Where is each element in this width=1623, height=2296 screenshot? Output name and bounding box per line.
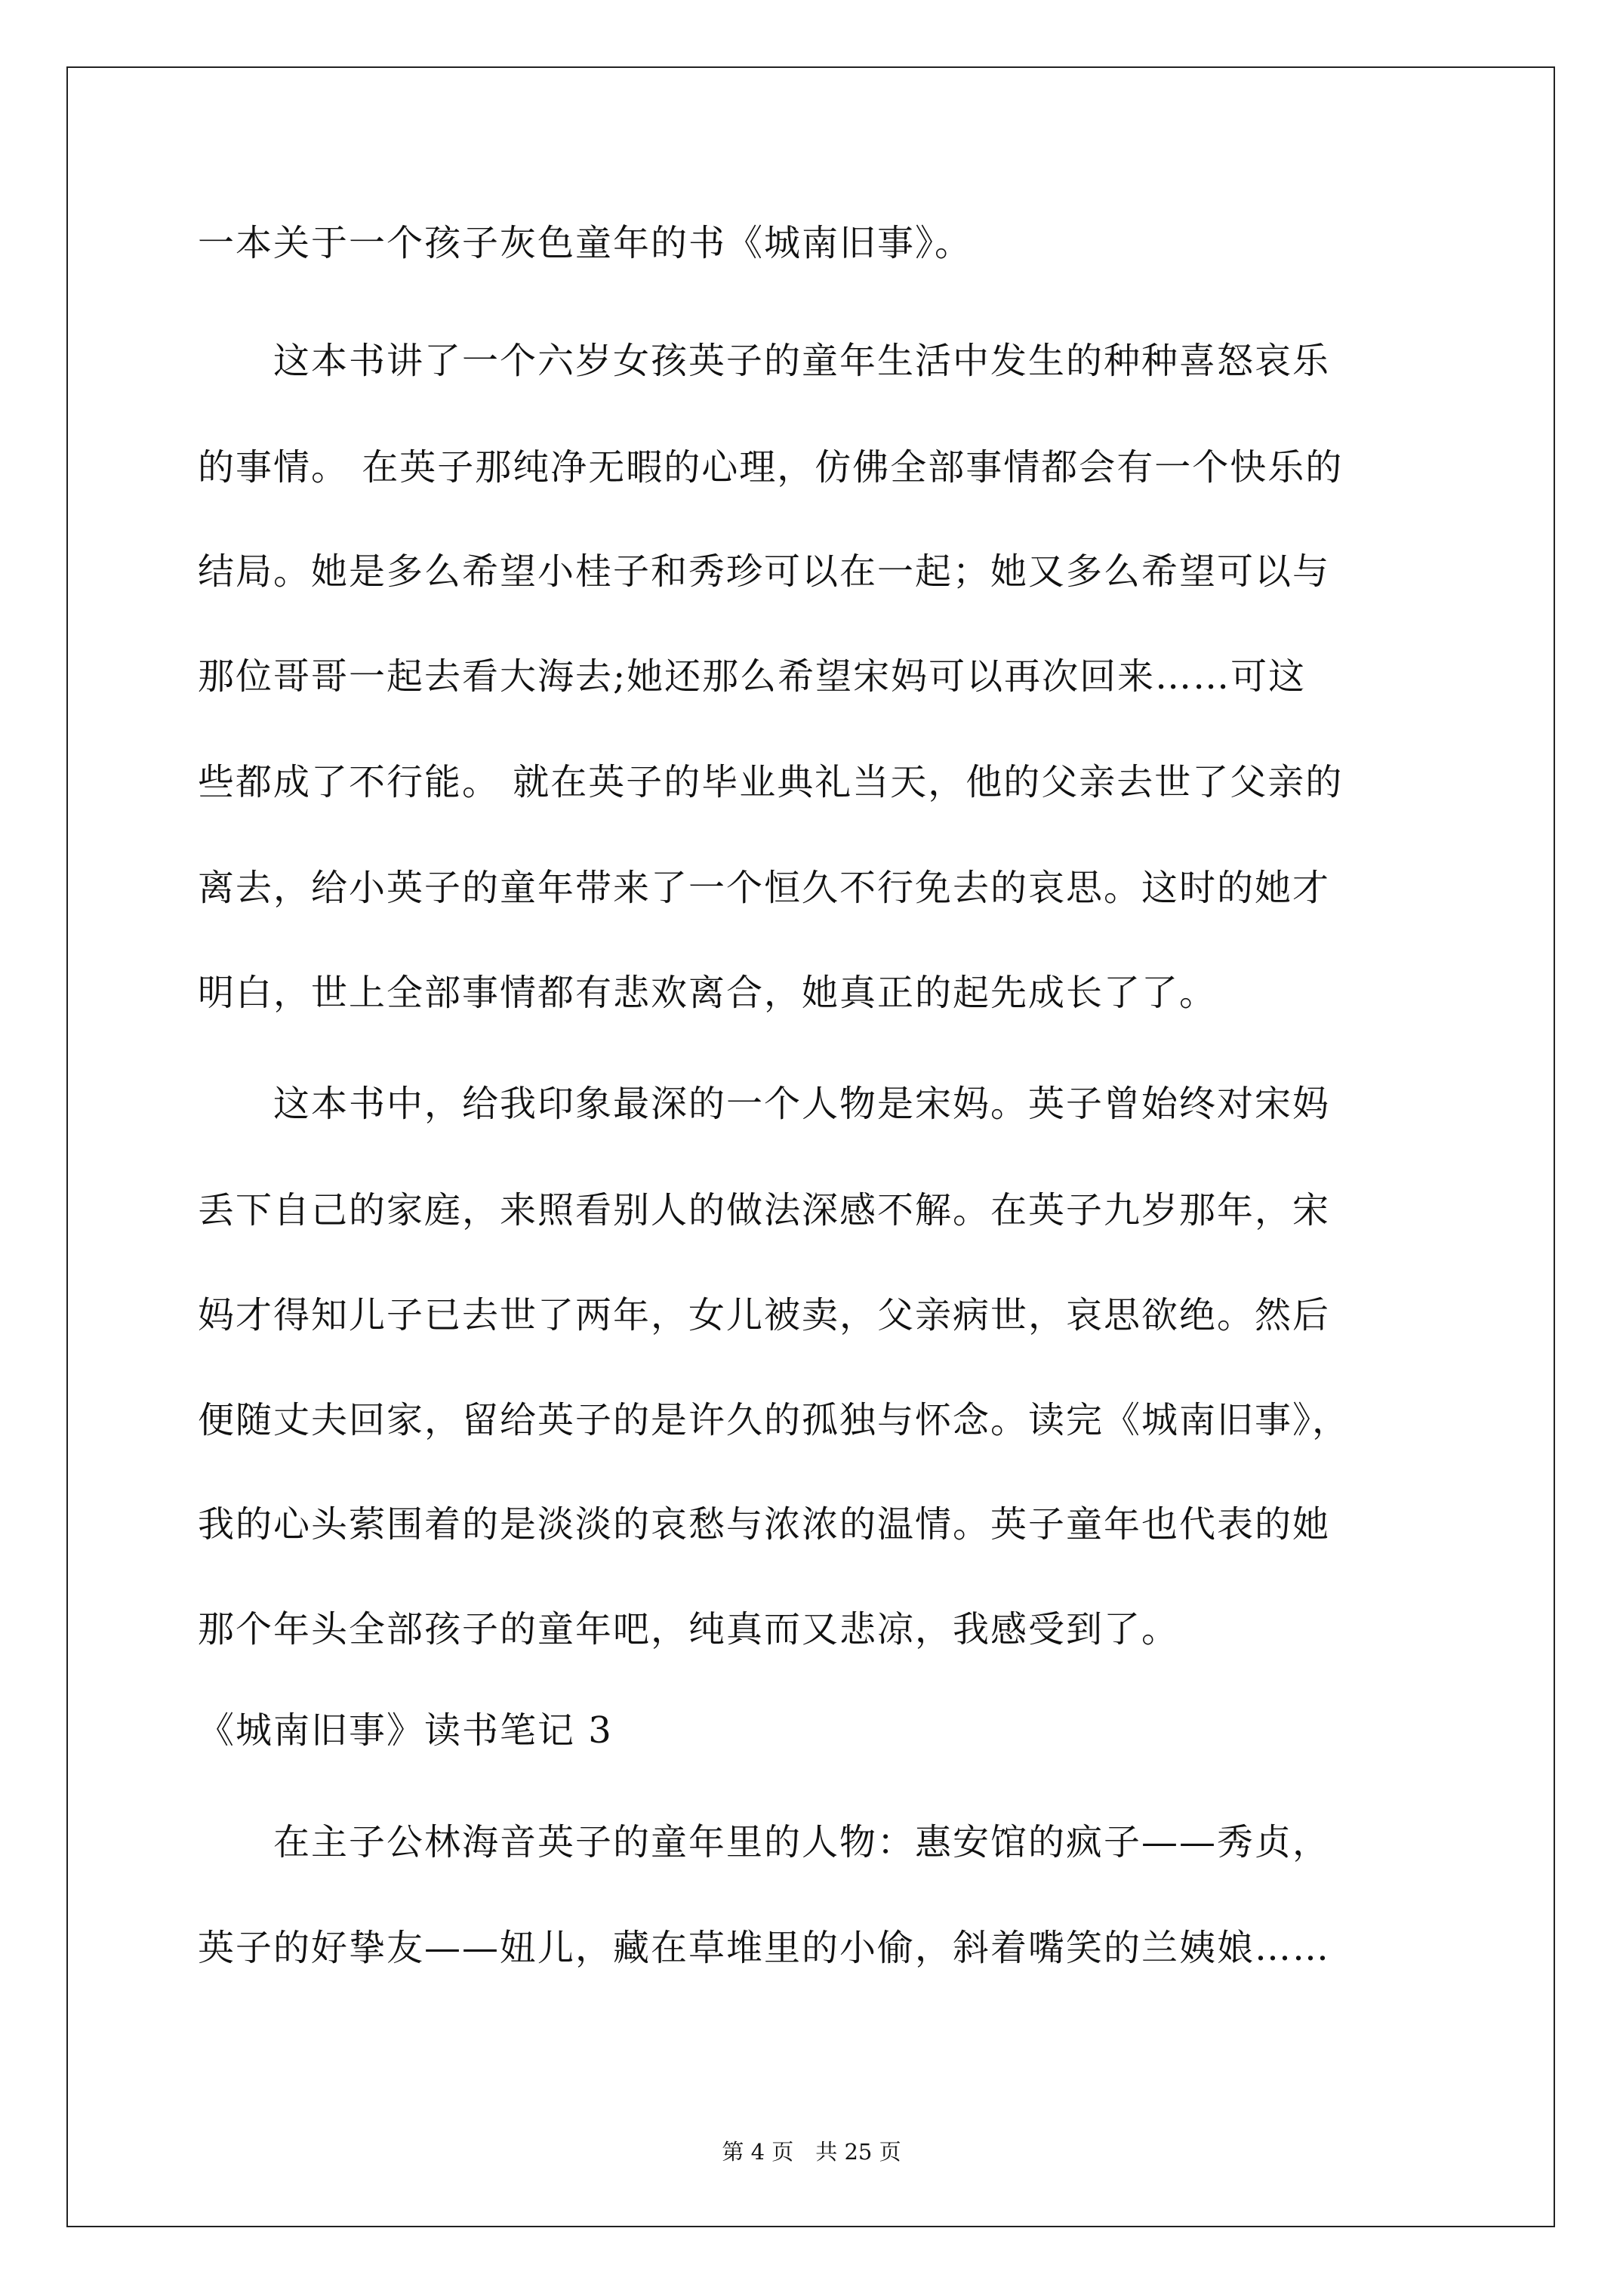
text-line: 明白，世上全部事情都有悲欢离合，她真正的起先成长了了。 — [198, 972, 1218, 1014]
text-line: 那位哥哥一起去看大海去;她还那么希望宋妈可以再次回来……可这 — [198, 655, 1307, 698]
page-border — [66, 66, 1555, 2227]
text-line: 那个年头全部孩子的童年吧，纯真而又悲凉，我感受到了。 — [198, 1608, 1180, 1650]
text-line: 在主子公林海音英子的童年里的人物：惠安馆的疯子——秀贞， — [198, 1821, 1331, 1863]
text-line: 英子的好挚友——妞儿，藏在草堆里的小偷，斜着嘴笑的兰姨娘…… — [198, 1927, 1331, 1969]
text-line: 妈才得知儿子已去世了两年，女儿被卖，父亲病世，哀思欲绝。然后 — [198, 1294, 1331, 1336]
text-line: 离去，给小英子的童年带来了一个恒久不行免去的哀思。这时的她才 — [198, 867, 1331, 909]
text-line: 这本书讲了一个六岁女孩英子的童年生活中发生的种种喜怒哀乐 — [198, 340, 1331, 382]
text-line: 些都成了不行能。 就在英子的毕业典礼当天，他的父亲去世了父亲的 — [198, 761, 1344, 803]
text-line: 这本书中，给我印象最深的一个人物是宋妈。英子曾始终对宋妈 — [198, 1083, 1331, 1125]
text-line: 的事情。 在英子那纯净无暇的心理，仿佛全部事情都会有一个快乐的 — [198, 446, 1344, 488]
page-number-footer: 第 4 页 共 25 页 — [722, 2139, 901, 2165]
text-line: 结局。她是多么希望小桂子和秀珍可以在一起；她又多么希望可以与 — [198, 550, 1331, 593]
text-line: 丢下自己的家庭，来照看别人的做法深感不解。在英子九岁那年，宋 — [198, 1189, 1331, 1231]
text-line: 一本关于一个孩子灰色童年的书《城南旧事》。 — [198, 222, 973, 264]
section-heading: 《城南旧事》读书笔记 3 — [198, 1709, 613, 1752]
text-line: 便随丈夫回家，留给英子的是许久的孤独与怀念。读完《城南旧事》， — [198, 1399, 1350, 1441]
text-line: 我的心头萦围着的是淡淡的哀愁与浓浓的温情。英子童年也代表的她 — [198, 1503, 1331, 1546]
